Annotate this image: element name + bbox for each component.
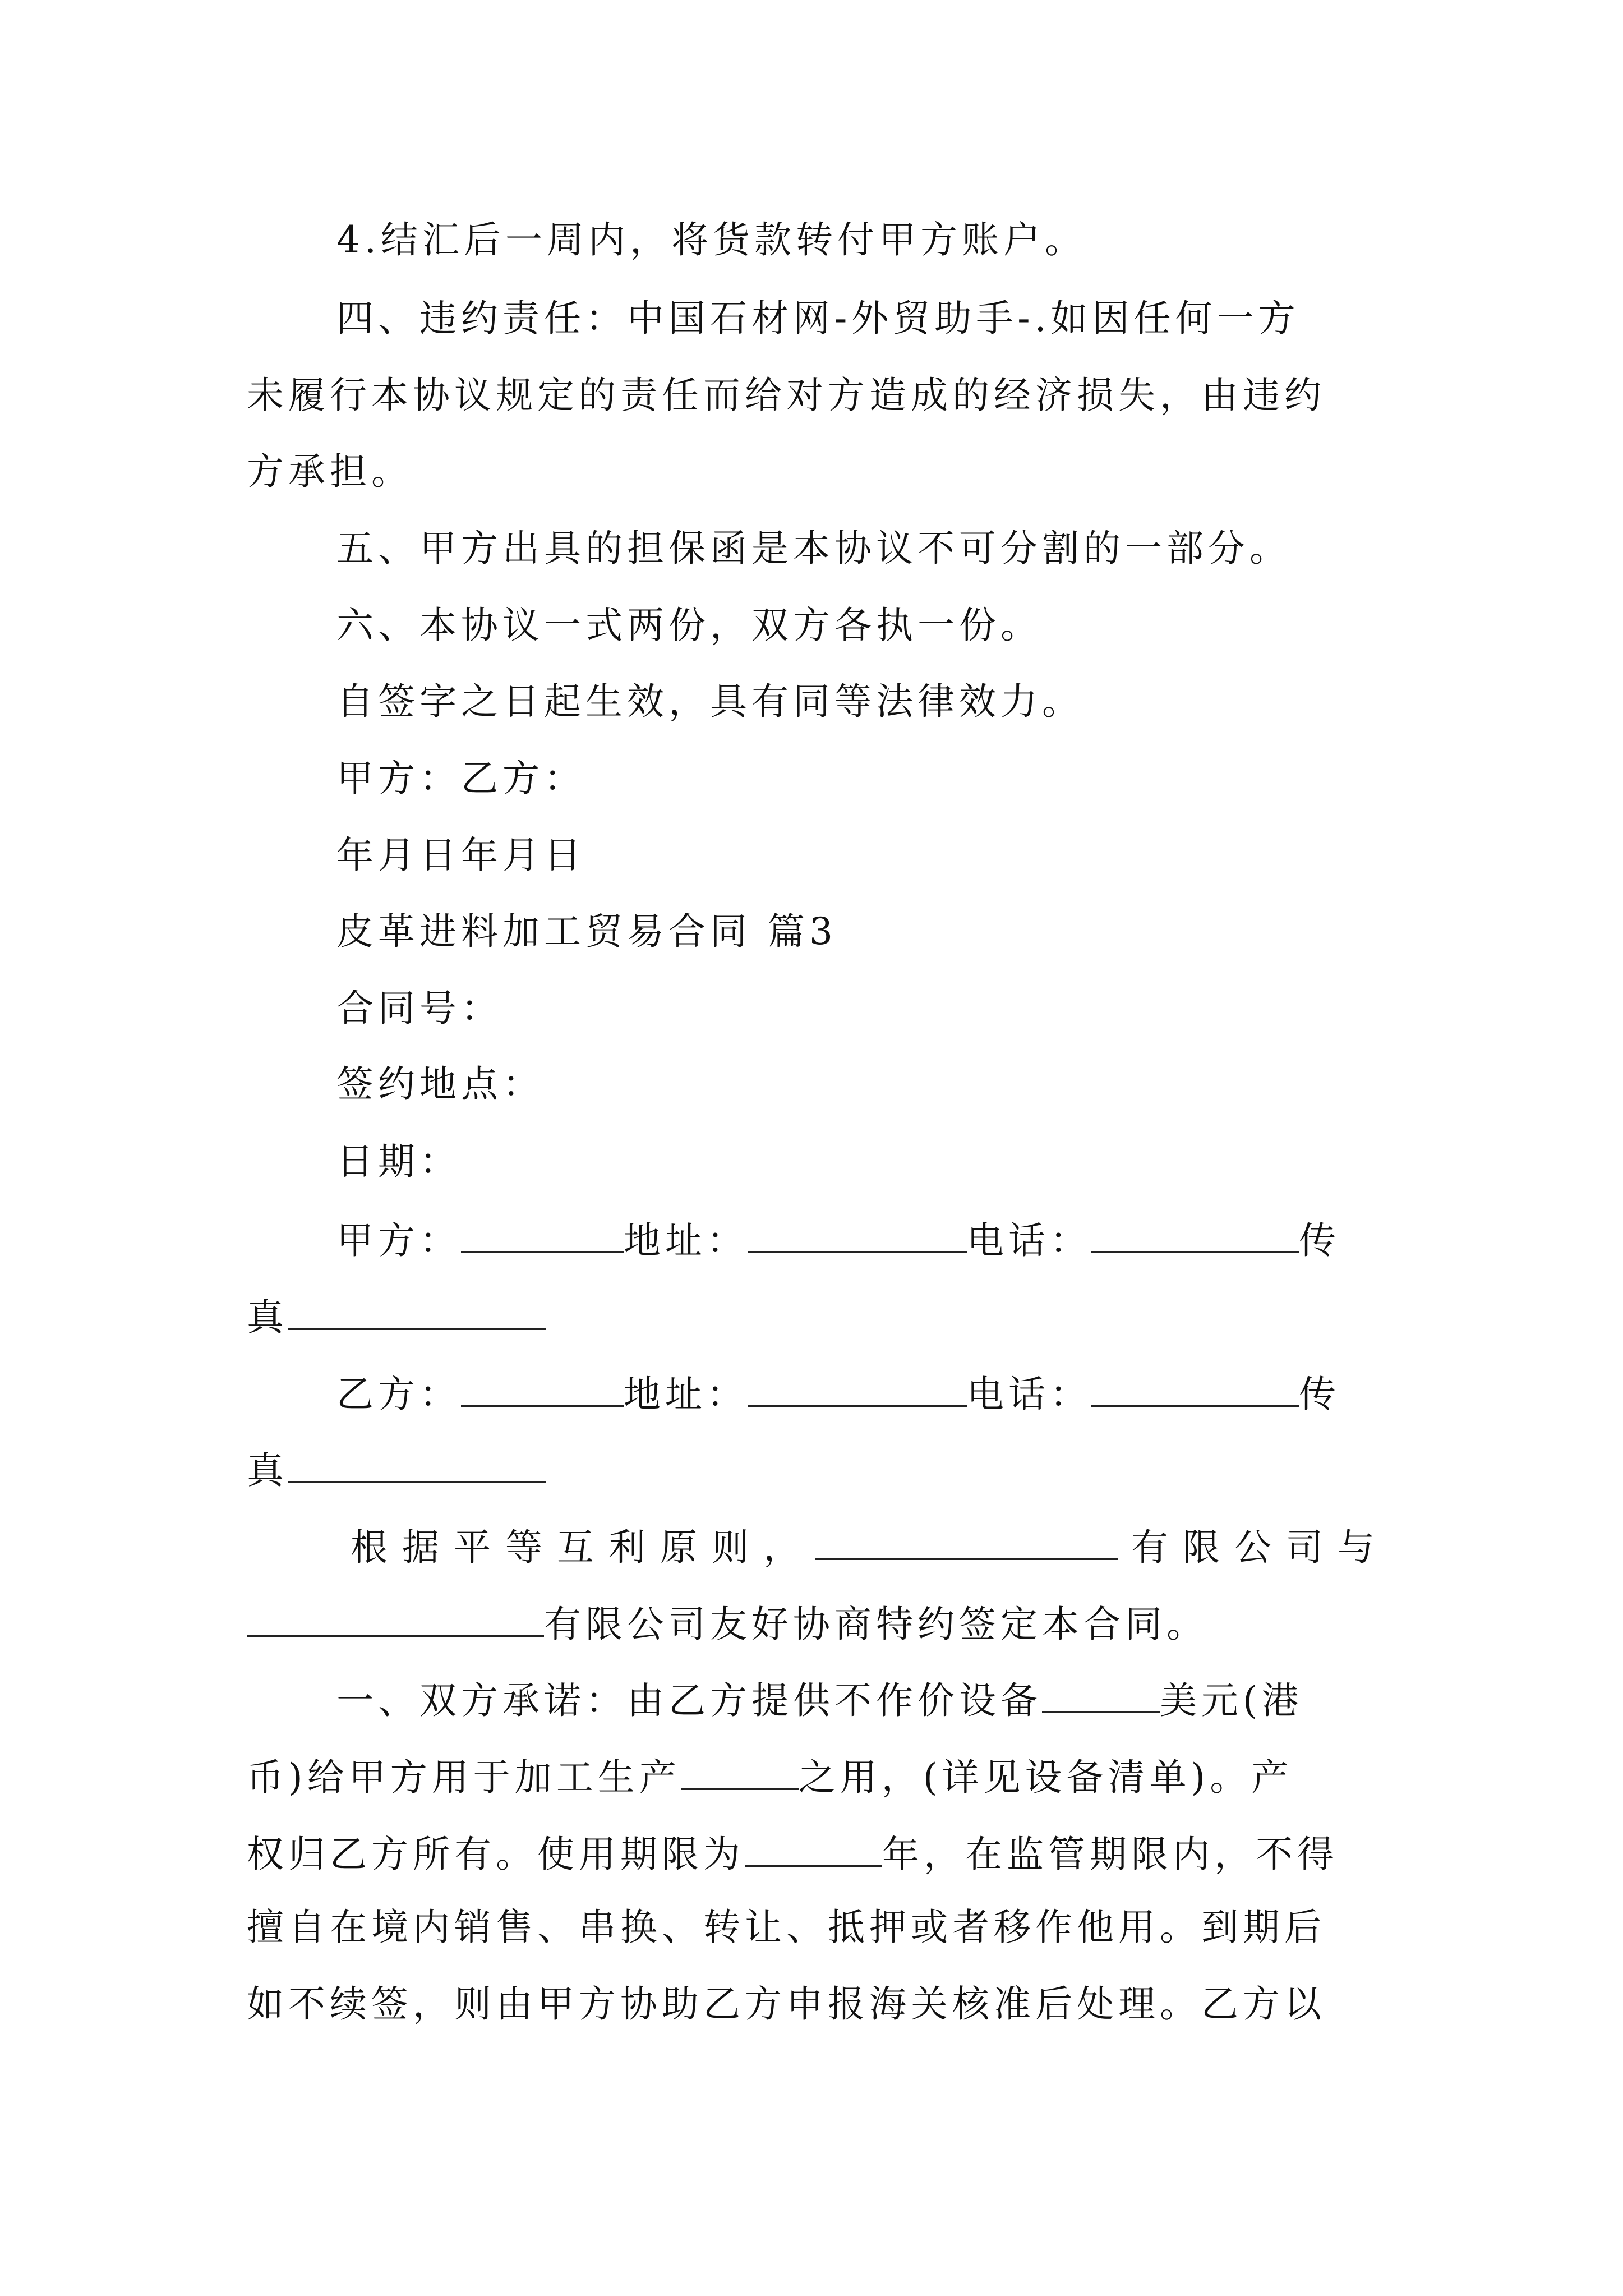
clause1-text: 权归乙方所有。使用期限为 (247, 1833, 745, 1876)
text-line: 六、本协议一式两份，双方各执一份。 (336, 604, 1042, 647)
company-b-blank (247, 1603, 544, 1637)
clause1-text: 美元(港 (1160, 1679, 1303, 1722)
party-b-fax-label: 传 (1299, 1373, 1340, 1416)
principle-part1: 根据平等互利原则， (351, 1526, 815, 1569)
party-a-row (336, 1219, 1340, 1262)
text-line: 未履行本协议规定的责任而给对方造成的经济损失，由违约 (247, 374, 1326, 417)
clause1-text: 一、双方承诺：由乙方提供不作价设备 (336, 1679, 1042, 1722)
company-a-blank (815, 1526, 1118, 1560)
clause1-line-1 (336, 1679, 1303, 1722)
party-a-fax-row (247, 1296, 546, 1339)
party-b-fax-row (247, 1449, 546, 1492)
text-line: 签约地点： (336, 1062, 544, 1106)
principle-part3: 有限公司友好协商特约签定本合同。 (544, 1603, 1208, 1646)
party-b-fax-blank (288, 1449, 546, 1483)
party-b-phone-label: 电话： (967, 1373, 1091, 1416)
party-b-address-label: 地址： (624, 1373, 748, 1416)
product-blank (681, 1756, 799, 1790)
clause1-line-4: 擅自在境内销售、串换、转让、抵押或者移作他用。到期后 (247, 1906, 1326, 1949)
clause1-line-5: 如不续签，则由甲方协助乙方申报海关核准后处理。乙方以 (247, 1982, 1326, 2026)
principle-part2: 有限公司与 (1131, 1526, 1389, 1569)
text-line: 年月日年月日 (336, 834, 585, 877)
years-blank (745, 1833, 882, 1867)
clause1-text: 年，在监管期限内，不得 (882, 1833, 1339, 1876)
party-b-phone-blank (1091, 1373, 1299, 1407)
equipment-value-blank (1042, 1679, 1160, 1713)
party-b-blank (461, 1373, 624, 1407)
clause1-text: 之用，(详见设备清单)。产 (798, 1756, 1293, 1799)
section-title: 皮革进料加工贸易合同 篇3 (336, 910, 837, 953)
text-line: 甲方：乙方： (336, 757, 585, 800)
party-a-address-label: 地址： (624, 1219, 748, 1262)
text-line: 四、违约责任：中国石材网-外贸助手-.如因任何一方 (336, 297, 1300, 340)
party-a-phone-blank (1091, 1219, 1299, 1253)
principle-line-1 (351, 1526, 1389, 1569)
clause1-line-2 (247, 1756, 1293, 1799)
text-line: 4.结汇后一周内，将货款转付甲方账户。 (336, 218, 1086, 261)
text-line: 日期： (336, 1140, 461, 1183)
party-a-phone-label: 电话： (967, 1219, 1091, 1262)
party-b-address-blank (748, 1373, 967, 1407)
party-b-fax-label-2: 真 (247, 1449, 288, 1492)
party-b-label: 乙方： (336, 1373, 461, 1416)
text-line: 合同号： (336, 987, 502, 1030)
party-b-row (336, 1373, 1340, 1416)
text-line: 方承担。 (247, 450, 413, 493)
principle-line-2 (247, 1603, 1208, 1646)
party-a-fax-blank (288, 1296, 546, 1330)
clause1-text: 币)给甲方用于加工生产 (247, 1756, 681, 1799)
party-a-blank (461, 1219, 624, 1253)
party-a-fax-label: 传 (1299, 1219, 1340, 1262)
clause1-line-3 (247, 1833, 1339, 1876)
text-line: 自签字之日起生效，具有同等法律效力。 (336, 680, 1083, 723)
party-a-address-blank (748, 1219, 967, 1253)
text-line: 五、甲方出具的担保函是本协议不可分割的一部分。 (336, 527, 1291, 570)
party-a-fax-label-2: 真 (247, 1296, 288, 1339)
party-a-label: 甲方： (336, 1219, 461, 1262)
